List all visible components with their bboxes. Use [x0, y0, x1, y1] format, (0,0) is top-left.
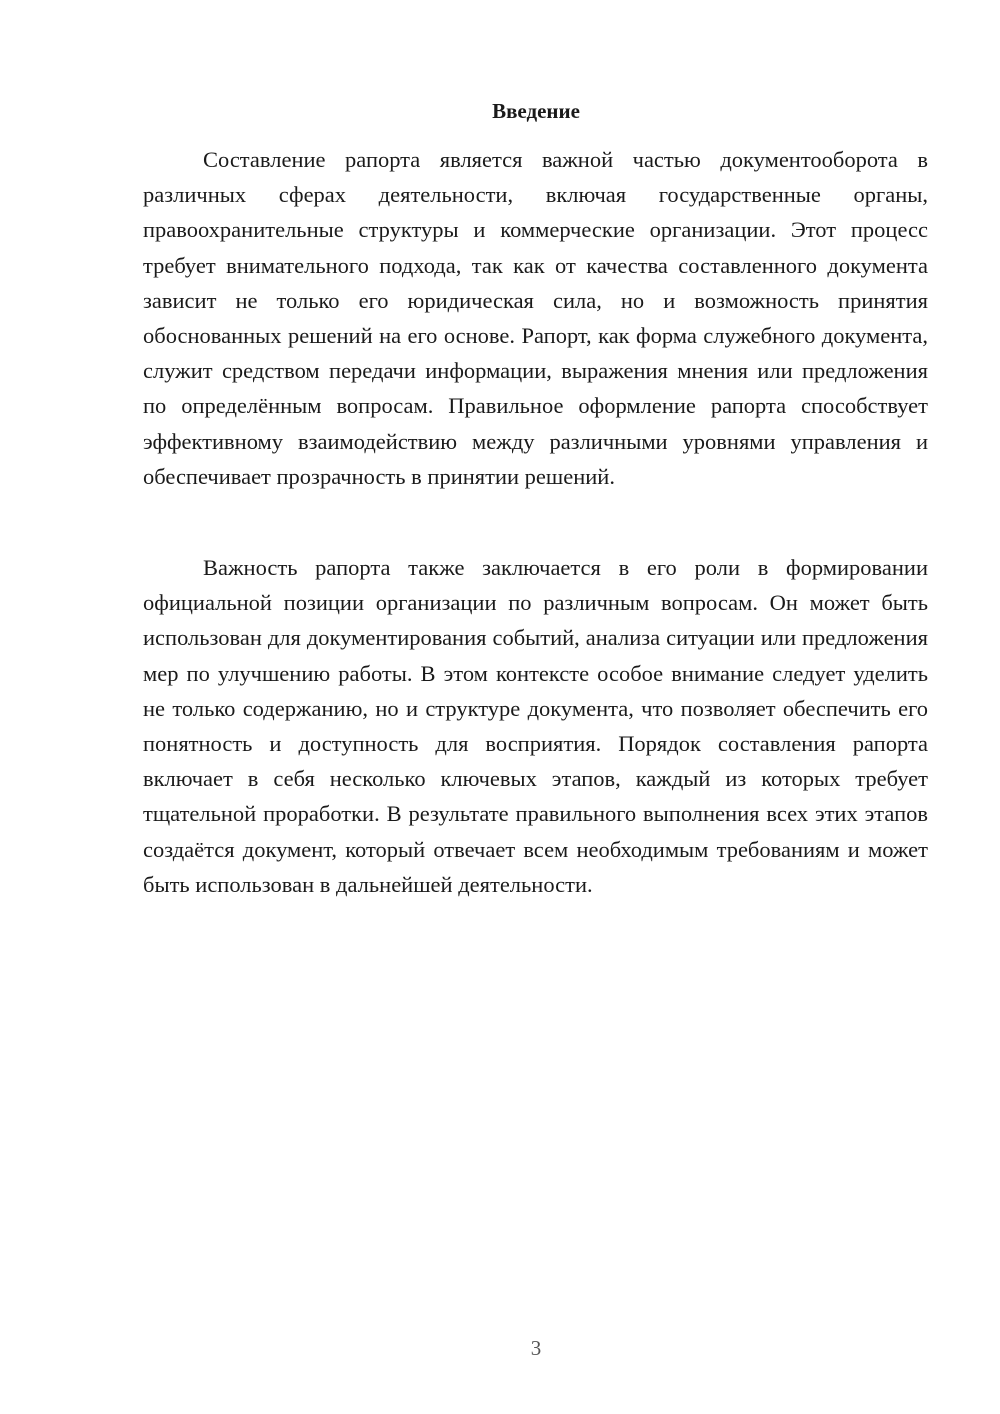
- paragraph-2: Важность рапорта также заключается в его роли в формировании официальной позиции организации по различным вопросам. Он может быть использован для документирования событий, анализа ситуации или предложения мер по улучшению работы. В этом контексте особое внимание следует уделить не только содержанию, но и структуре документа, что позволяет обеспечить его понятность и доступность для восприятия. Порядок составления рапорта включает в себя несколько ключевых этапов, каждый из которых требует тщательной проработки. В результате правильного выполнения всех этих этапов создаётся документ, который отвечает всем необходимым требованиям и может быть использован в дальнейшей деятельности.: [143, 555, 928, 897]
- page-number: 3: [530, 1336, 542, 1360]
- paragraph-1: Составление рапорта является важной частью документооборота в различных сферах деятельности, включая государственные органы, правоохранительные структуры и коммерческие организации. Этот процесс требует внимательного подхода, так как от качества составленного документа зависит не только его юридическая сила, но и возможность принятия обоснованных решений на его основе. Рапорт, как форма служебного документа, служит средством передачи информации, выражения мнения или предложения по определённым вопросам. Правильное оформление рапорта способствует эффективному взаимодействию между различными уровнями управления и обеспечивает прозрачность в принятии решений.: [143, 147, 928, 489]
- section-heading: Введение: [492, 99, 580, 123]
